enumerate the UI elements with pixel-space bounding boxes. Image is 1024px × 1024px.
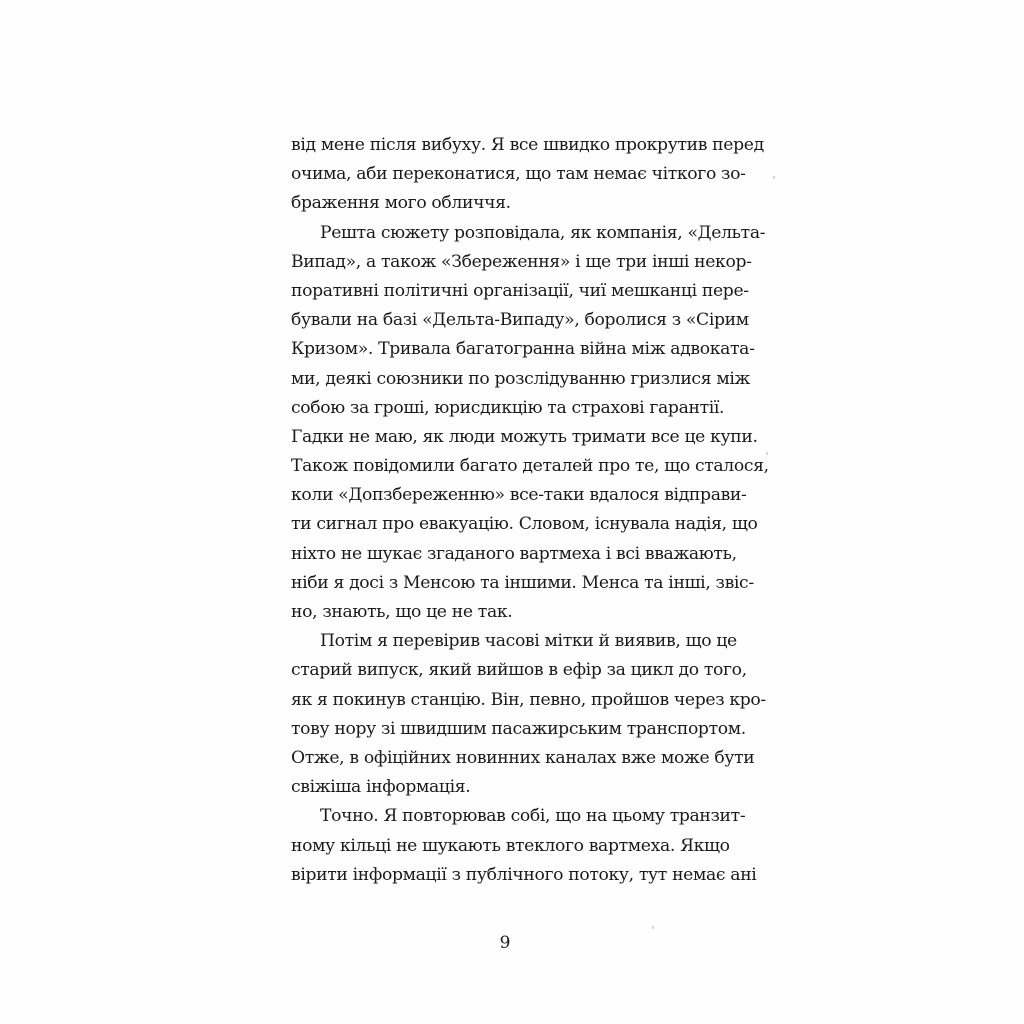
- text-line: свіжіша інформація.: [291, 777, 471, 798]
- text-line: ми, деякі союзники по розслідуванню гризлися між: [291, 368, 750, 389]
- text-line: вірити інформації з публічного потоку, тут немає ані: [291, 864, 757, 885]
- body-text: [291, 131, 769, 890]
- paragraph: [291, 131, 764, 219]
- text-line: коли «Допзбереженню» все-таки вдалося відправи-: [291, 485, 747, 506]
- text-line: Кризом». Тривала багатогранна війна між адвоката-: [291, 339, 755, 360]
- text-line: як я покинув станцію. Він, певно, пройшов через кро-: [291, 689, 766, 710]
- text-line: ніхто не шукає згаданого вартмеха і всі вважають,: [291, 543, 737, 564]
- scan-speck: [652, 926, 654, 929]
- text-line: від мене після вибуху. Я все швидко прокрутив перед: [291, 135, 764, 155]
- scan-speck: [773, 176, 775, 179]
- text-line: ному кільці не шукають втеклого вартмеха. Якщо: [291, 835, 730, 856]
- text-line: браження мого обличчя.: [291, 193, 511, 214]
- page-number: 9: [499, 933, 511, 953]
- text-line: Точно. Я повторював собі, що на цьому транзит-: [320, 806, 746, 827]
- text-line: поративні політичні організації, чиї мешканці пере-: [291, 280, 749, 301]
- paragraph: [291, 219, 769, 628]
- text-line: Решта сюжету розповідала, як компанія, «Дельта-: [320, 222, 766, 243]
- paragraph: [291, 627, 766, 802]
- text-line: но, знають, що це не так.: [291, 602, 513, 622]
- text-line: собою за гроші, юрисдикцію та страхові гарантії.: [291, 397, 725, 418]
- text-line: очима, аби переконатися, що там немає чіткого зо-: [291, 164, 746, 185]
- paragraph: [291, 802, 757, 890]
- text-line: Гадки не маю, як люди можуть тримати все це купи.: [291, 426, 758, 447]
- text-line: старий випуск, який вийшов в ефір за цикл до того,: [291, 660, 747, 681]
- text-line: Потім я перевірив часові мітки й виявив, що це: [320, 631, 737, 652]
- text-line: тову нору зі швидшим пасажирським транспортом.: [291, 718, 746, 739]
- text-line: Випад», а також «Збереження» і ще три інші некор-: [291, 251, 752, 272]
- text-line: бували на базі «Дельта-Випаду», боролися з «Сірим: [291, 310, 749, 331]
- scan-speck: [766, 452, 768, 455]
- text-line: Також повідомили багато деталей про те, що сталося,: [291, 456, 769, 477]
- text-line: ніби я досі з Менсою та іншими. Менса та інші, звіс-: [291, 572, 754, 593]
- text-line: ти сигнал про евакуацію. Словом, існувала надія, що: [291, 514, 758, 535]
- text-line: Отже, в офіційних новинних каналах вже може бути: [291, 747, 755, 768]
